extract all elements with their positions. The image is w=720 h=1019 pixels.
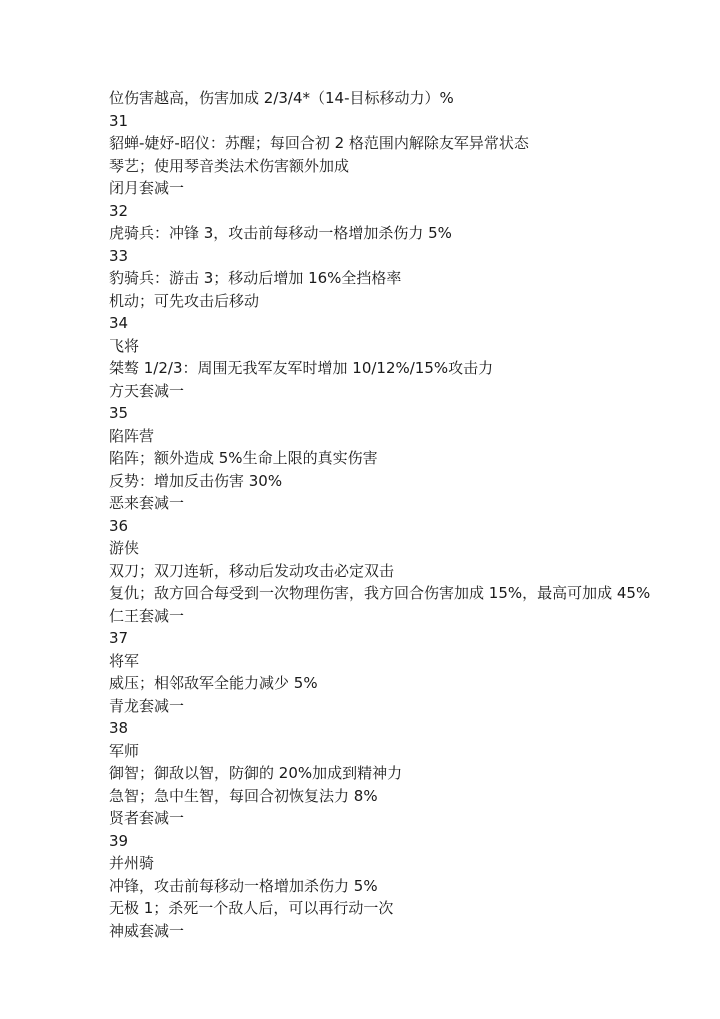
section-number: 34 — [109, 314, 129, 332]
text-line: 虎骑兵：冲锋 3，攻击前每移动一格增加杀伤力 5% — [109, 224, 452, 242]
text-line: 闭月套减一 — [109, 179, 185, 197]
text-line: 恶来套减一 — [109, 494, 185, 512]
text-line: 陷阵；额外造成 5%生命上限的真实伤害 — [109, 449, 378, 467]
section-number: 35 — [109, 404, 129, 422]
unit-name: 陷阵营 — [109, 426, 155, 445]
text-line: 无极 1；杀死一个敌人后，可以再行动一次 — [109, 899, 394, 917]
text-line: 位伤害越高，伤害加成 2/3/4*（14-目标移动力）% — [109, 89, 454, 107]
section-number: 36 — [109, 516, 129, 535]
text-line: 豹骑兵：游击 3；移动后增加 16%全挡格率 — [109, 269, 402, 287]
unit-name: 并州骑 — [109, 854, 155, 872]
document-body — [109, 87, 669, 942]
text-line: 复仇；敌方回合每受到一次物理伤害，我方回合伤害加成 15%，最高可加成 45% — [109, 584, 651, 602]
unit-name: 军师 — [109, 741, 140, 760]
section-number: 38 — [109, 719, 129, 737]
text-line: 方天套减一 — [109, 381, 185, 400]
text-line: 反势：增加反击伤害 30% — [109, 471, 283, 490]
text-line: 貂蝉-婕妤-昭仪：苏醒；每回合初 2 格范围内解除友军异常状态 — [109, 134, 529, 152]
section-number: 37 — [109, 629, 129, 647]
text-line: 冲锋，攻击前每移动一格增加杀伤力 5% — [109, 876, 378, 895]
unit-name: 将军 — [109, 651, 140, 670]
section-number: 32 — [109, 201, 129, 220]
text-line: 威压；相邻敌军全能力减少 5% — [109, 674, 318, 692]
text-line: 仁王套减一 — [109, 606, 185, 625]
text-line: 御智；御敌以智，防御的 20%加成到精神力 — [109, 764, 403, 782]
text-line: 贤者套减一 — [109, 809, 185, 827]
text-line: 急智；急中生智，每回合初恢复法力 8% — [109, 786, 378, 805]
unit-name: 飞将 — [109, 336, 140, 355]
text-line: 神威套减一 — [109, 921, 185, 940]
text-line: 机动；可先攻击后移动 — [109, 291, 260, 310]
text-line: 琴艺；使用琴音类法术伤害额外加成 — [109, 156, 350, 175]
text-line: 桀骜 1/2/3：周围无我军友军时增加 10/12%/15%攻击力 — [109, 359, 494, 377]
section-number: 39 — [109, 831, 129, 850]
text-line: 双刀；双刀连斩，移动后发动攻击必定双击 — [109, 561, 395, 580]
unit-name: 游侠 — [109, 539, 140, 557]
text-line: 青龙套减一 — [109, 696, 185, 715]
section-number: 33 — [109, 246, 129, 265]
section-number: 31 — [109, 111, 129, 130]
